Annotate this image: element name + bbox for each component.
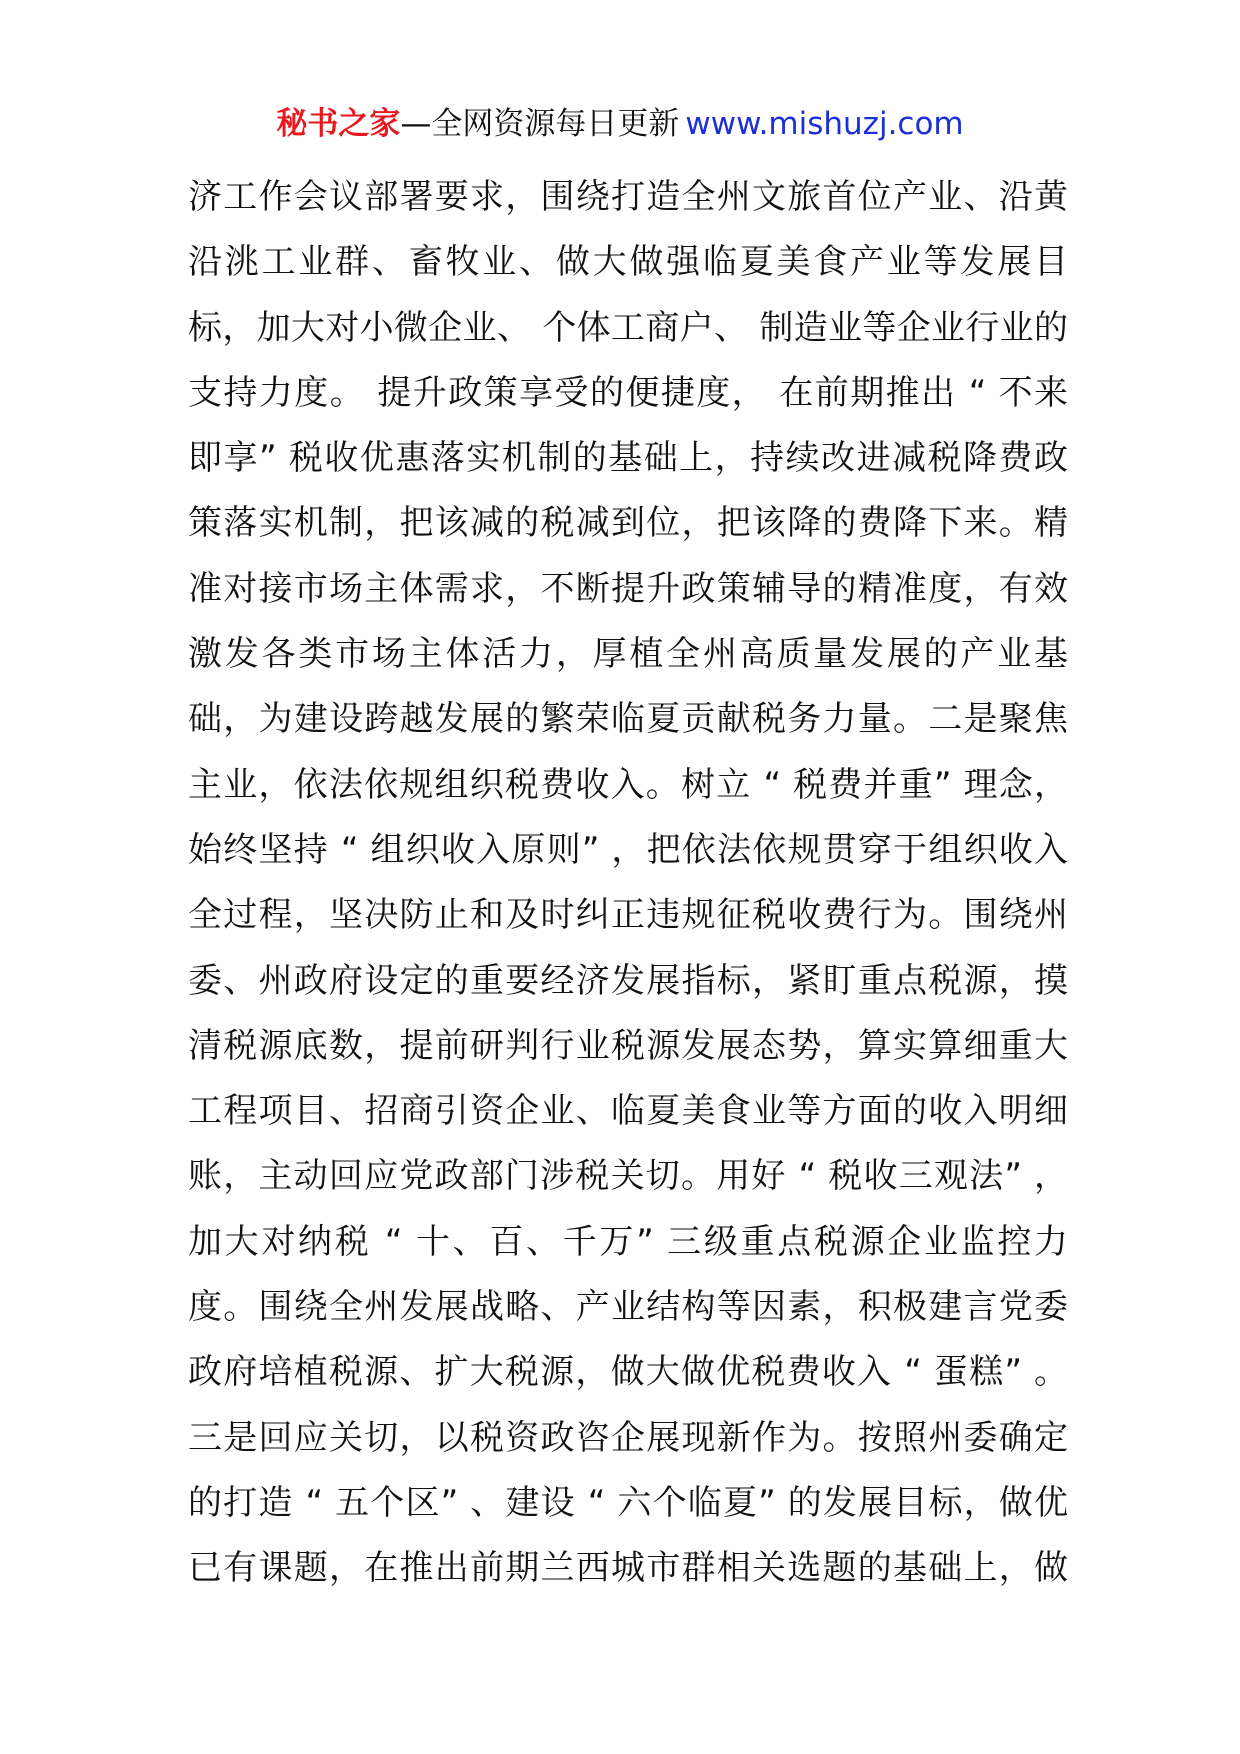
body-line: 加大对纳税 “ 十、百、千万” 三级重点税源企业监控力	[188, 1221, 1068, 1262]
body-line: 即享” 税收优惠落实机制的基础上，持续改进减税降费政	[188, 438, 1068, 479]
body-line: 策落实机制，把该减的税减到位，把该降的费降下来。精	[188, 503, 1068, 544]
body-line: 的打造 “ 五个区” 、建设 “ 六个临夏” 的发展目标，做优	[188, 1482, 1068, 1523]
site-url-link[interactable]: www.mishuzj.com	[685, 106, 964, 142]
body-line: 全过程，坚决防止和及时纠正违规征税收费行为。围绕州	[188, 895, 1068, 936]
body-line: 沿洮工业群、畜牧业、做大做强临夏美食产业等发展目	[188, 242, 1068, 283]
body-line: 委、州政府设定的重要经济发展指标，紧盯重点税源，摸	[188, 960, 1068, 1001]
body-line: 支持力度。 提升政策享受的便捷度， 在前期推出 “ 不来	[188, 372, 1068, 413]
body-line: 工程项目、招商引资企业、临夏美食业等方面的收入明细	[188, 1091, 1068, 1132]
body-line: 度。围绕全州发展战略、产业结构等因素，积极建言党委	[188, 1287, 1068, 1328]
body-line: 础，为建设跨越发展的繁荣临夏贡献税务力量。二是聚焦	[188, 699, 1068, 740]
body-line: 三是回应关切，以税资政咨企展现新作为。按照州委确定	[188, 1417, 1068, 1458]
document-body	[188, 165, 1068, 1602]
body-line: 清税源底数，提前研判行业税源发展态势，算实算细重大	[188, 1025, 1068, 1066]
site-brand: 秘书之家	[276, 106, 401, 142]
site-tagline: —全网资源每日更新	[400, 106, 680, 142]
body-line: 准对接市场主体需求，不断提升政策辅导的精准度，有效	[188, 568, 1068, 609]
body-line: 已有课题，在推出前期兰西城市群相关选题的基础上，做	[188, 1548, 1068, 1589]
body-line: 主业，依法依规组织税费收入。树立 “ 税费并重” 理念，	[188, 764, 1068, 805]
body-line: 标，加大对小微企业、 个体工商户、 制造业等企业行业的	[188, 307, 1068, 348]
body-line: 激发各类市场主体活力，厚植全州高质量发展的产业基	[188, 634, 1068, 675]
body-line: 始终坚持 “ 组织收入原则” ，把依法依规贯穿于组织收入	[188, 829, 1068, 870]
body-line: 济工作会议部署要求，围绕打造全州文旅首位产业、沿黄	[188, 177, 1068, 217]
body-line: 政府培植税源、扩大税源，做大做优税费收入 “ 蛋糕” 。	[188, 1352, 1068, 1393]
body-line: 账，主动回应党政部门涉税关切。用好 “ 税收三观法” ，	[188, 1156, 1068, 1197]
page-header	[0, 102, 1240, 146]
